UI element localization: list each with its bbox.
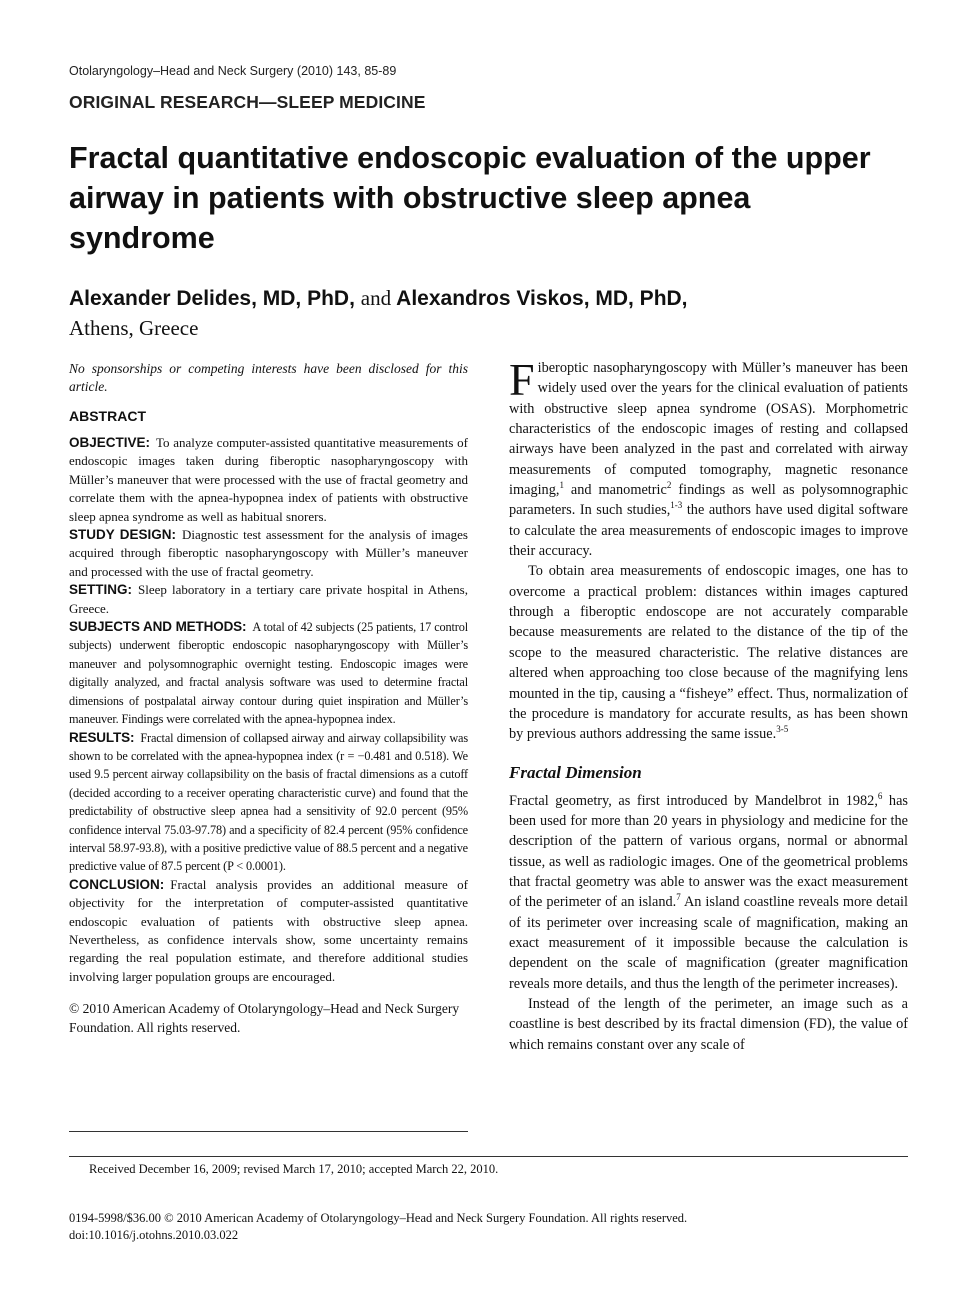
- conclusion-text: Fractal analysis provides an additional measure of objectivity for the interpretation of computer-assisted quantitative endoscopic evaluation of patients with obstructive sleep apnea. Nevertheless, as confidence intervals show, some uncertainty remains regarding the real population estimate, and therefore additional studies involving larger population groups are encouraged.: [69, 876, 468, 984]
- affiliation: Athens, Greece: [69, 316, 199, 340]
- abstract-heading: ABSTRACT: [69, 408, 146, 424]
- abstract-body: [69, 434, 468, 986]
- abstract-conclusion: [69, 876, 468, 986]
- p3-text-a: Fractal geometry, as first introduced by Mandelbrot in 1982,: [509, 792, 878, 809]
- author-conjunction: and: [360, 286, 392, 310]
- setting-text: Sleep laboratory in a tertiary care private hospital in Athens, Greece.: [69, 582, 468, 616]
- reference-1-3[interactable]: 1-3: [670, 500, 683, 511]
- p1-text-c: findings as well as polysomnographic parameters. In such studies,: [509, 482, 908, 519]
- author-2: Alexandros Viskos, MD, PhD,: [396, 287, 688, 310]
- author-line: [69, 286, 688, 311]
- methods-label: SUBJECTS AND METHODS:: [69, 619, 247, 635]
- results-text: Fractal dimension of collapsed airway and airway collapsibility was shown to be correlated with the apnea-hypopnea index (r = −0.481 and 0.518). We used 9.5 percent airway collapsibility on the basis of fractal dimensions as a cutoff (decided according to a receiver operating characteristic curve) and found that the predictability of obstructive sleep apnea had a sensitivity of 92.0 percent (95% confidence interval 75.03-97.78) and a specificity of 82.4 percent (95% confidence interval 58.97-93.8), with a positive predictive value of 88.5 percent and a negative predictive value of 87.5 percent (P < 0.0001).: [69, 730, 468, 874]
- journal-citation: Otolaryngology–Head and Neck Surgery (2010) 143, 85-89: [69, 64, 397, 78]
- objective-label: OBJECTIVE:: [69, 435, 151, 450]
- issn-copyright: 0194-5998/$36.00 © 2010 American Academy of Otolaryngology–Head and Neck Surgery Foundation. All rights reserved.: [69, 1211, 688, 1225]
- disclosure-note: No sponsorships or competing interests have been disclosed for this article.: [69, 361, 468, 394]
- design-text: Diagnostic test assessment for the analysis of images acquired through fiberoptic nasopharyngoscopy with Müller’s maneuver and processed with the use of fractal geometry.: [69, 527, 468, 579]
- abstract-results: [69, 729, 468, 876]
- reference-2[interactable]: 2: [666, 480, 672, 491]
- doi[interactable]: doi:10.1016/j.otohns.2010.03.022: [69, 1228, 239, 1242]
- design-label: STUDY DESIGN:: [69, 527, 177, 543]
- p3-text-c: An island coastline reveals more detail of its perimeter over increasing scale of magnification, making an exact measurement of it impossible because the calculation is dependent on the scale of magnification (greater magnification reveals more details, and thus the length of the perimeter increases).: [509, 894, 908, 992]
- article-title: Fractal quantitative endoscopic evaluation of the upper airway in patients with obstructive sleep apnea syndrome: [69, 141, 871, 255]
- results-label: RESULTS:: [69, 729, 135, 745]
- left-column-divider: [69, 1131, 468, 1132]
- body-paragraph-4: Instead of the length of the perimeter, an image such as a coastline is best described by its fractal dimension (FD), the value of which remains constant over any scale of: [509, 995, 908, 1053]
- received-dates: Received December 16, 2009; revised March 17, 2010; accepted March 22, 2010.: [89, 1162, 499, 1176]
- p1-text-b: and manometric: [563, 482, 667, 499]
- right-column: [509, 354, 908, 1055]
- drop-cap: F: [509, 354, 535, 405]
- reference-1[interactable]: 1: [559, 480, 564, 491]
- reference-3-5[interactable]: 3-5: [776, 724, 789, 735]
- reference-6[interactable]: 6: [877, 790, 883, 801]
- left-column: [69, 360, 468, 1037]
- abstract-setting: [69, 581, 468, 618]
- p3-text-b: has been used for more than 20 years in physiology and medicine for the description of the pattern of various organs, normal or abnormal tissue, as well as radiologic images. One of the geometrical problems that fractal geometry was able to answer was the exact measurement of the perimeter of an island.: [509, 792, 908, 911]
- author-1: Alexander Delides, MD, PhD,: [69, 287, 355, 310]
- subsection-heading: Fractal Dimension: [509, 762, 642, 782]
- p1-text-a: iberoptic nasopharyngoscopy with Müller’s maneuver has been widely used over the years for the clinical evaluation of patients with obstructive sleep apnea syndrome (OSAS). Morphometric characteristics of the endoscopic images of resting and collapsed airways have been analyzed in the past and correlated with airway measurements of computed tomography, magnetic resonance imaging,: [509, 360, 908, 499]
- abstract-copyright: © 2010 American Academy of Otolaryngology–Head and Neck Surgery Foundation. All rights reserved.: [69, 1001, 460, 1036]
- body-paragraph-1: [509, 354, 908, 561]
- reference-7[interactable]: 7: [676, 892, 681, 903]
- p1-text-d: the authors have used digital software to calculate the area measurements of endoscopic images to improve their accuracy.: [509, 502, 908, 560]
- abstract-objective: [69, 434, 468, 526]
- body-paragraph-2: [509, 561, 908, 744]
- objective-text: To analyze computer-assisted quantitative measurements of endoscopic images taken during fiberoptic nasopharyngoscopy with Müller’s maneuver that were processed with the use of fractal geometry and correlate them with the apnea-hypopnea index of patients with obstructive sleep apnea syndrome as well as habitual snorers.: [69, 435, 468, 524]
- abstract-design: [69, 526, 468, 581]
- abstract-methods: [69, 618, 468, 728]
- setting-label: SETTING:: [69, 582, 132, 598]
- section-heading: ORIGINAL RESEARCH—SLEEP MEDICINE: [69, 92, 426, 112]
- methods-text: A total of 42 subjects (25 patients, 17 control subjects) underwent fiberoptic endoscopic nasopharyngoscopy with Müller’s maneuver and polysomnographic overnight testing. Endoscopic images were digitally analyzed, and fractal analysis software was used to determine fractal dimensions of postpalatal airway contour during quiet inspiration and Müller’s maneuver. Findings were correlated with the apnea-hypopnea index.: [69, 620, 468, 727]
- conclusion-label: CONCLUSION:: [69, 876, 165, 892]
- body-paragraph-3: [509, 791, 908, 994]
- footer-publication-info: [69, 1210, 687, 1244]
- p2-text: To obtain area measurements of endoscopic images, one has to overcome a practical problem: distances within images captured through a fiberoptic endoscope are not accurately comparable because measurements are related to the distance of the tip of the scope to the measured characteristic. The relative distances are altered when approaching too close because of the magnifying lens mounted in the tip, causing a “fisheye” effect. Thus, normalization of the procedure is mandatory for accurate results, as has been shown by previous authors addressing the same issue.: [509, 563, 908, 743]
- footer-divider: [69, 1156, 908, 1157]
